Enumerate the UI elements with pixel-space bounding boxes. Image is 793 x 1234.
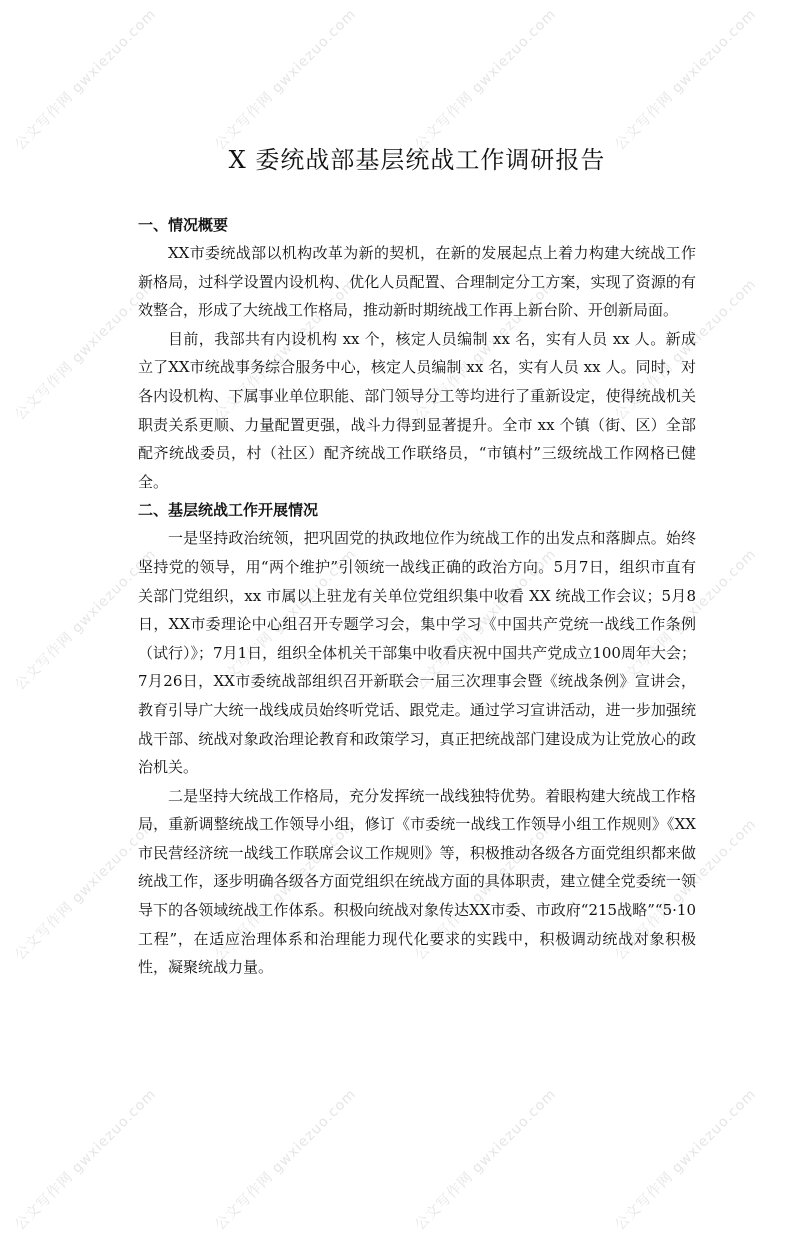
watermark-text: 公文写作网 gwxiezuo.com [612,276,760,424]
watermark-text: 公文写作网 gwxiezuo.com [612,6,760,154]
watermark-text: 公文写作网 gwxiezuo.com [212,6,360,154]
watermark-text: 公文写作网 gwxiezuo.com [412,6,560,154]
paragraph: 目前，我部共有内设机构 xx 个，核定人员编制 xx 名，实有人员 xx 人。新成立了XX市统战事务综合服务中心，核定人员编制 xx 名，实有人员 xx 人。同时，对各内设机构、下属事业单位职能、部门领导分工等均进行了重新设定，使得统战机关职责关系更顺、力量配置更强，战斗力得到显著提升。全市 xx 个镇（街、区）全部配齐统战委员，村（社区）配齐统战工作联络员，“市镇村”三级统战工作网格已健全。 [138,329,696,491]
watermark-text: 公文写作网 gwxiezuo.com [612,1086,760,1234]
watermark-text: 公文写作网 gwxiezuo.com [212,1086,360,1234]
watermark-text: 公文写作网 gwxiezuo.com [12,816,160,964]
section-1 [138,211,696,496]
watermark-text: 公文写作网 gwxiezuo.com [212,276,360,424]
watermark-text: 公文写作网 gwxiezuo.com [212,546,360,694]
paragraph: 一是坚持政治统领，把巩固党的执政地位作为统战工作的出发点和落脚点。始终坚持党的领导，用“两个维护”引领统一战线正确的政治方向。5月7日，组织市直有关部门党组织，xx 市属以上驻龙有关单位党组织集中收看 XX 统战工作会议；5月8日，XX市委理论中心组召开专题学习会，集中学习《中国共产党统一战线工作条例（试行）》；7月1日，组织全体机关干部集中收看庆祝中国共产党成立100周年大会；7月26日，XX市委统战部组织召开新联会一届三次理事会暨《统战条例》宣讲会，教育引导广大统一战线成员始终听党话、跟党走。通过学习宣讲活动，进一步加强统战干部、统战对象政治理论教育和政策学习，真正把统战部门建设成为让党放心的政治机关。 [138,529,696,777]
document-title: X 委统战部基层统战工作调研报告 [228,146,606,174]
watermark-text: 公文写作网 gwxiezuo.com [412,816,560,964]
paragraph: 二是坚持大统战工作格局，充分发挥统一战线独特优势。着眼构建大统战工作格局，重新调整统战工作领导小组，修订《市委统一战线工作领导小组工作规则》《XX市民营经济统一战线工作联席会议工作规则》等，积极推动各级各方面党组织都来做统战工作，逐步明确各级各方面党组织在统战方面的具体职责，建立健全党委统一领导下的各领域统战工作体系。积极向统战对象传达XX市委、市政府“215战略”“5·10工程”，在适应治理体系和治理能力现代化要求的实践中，积极调动统战对象积极性，凝聚统战力量。 [138,786,696,977]
watermark-text: 公文写作网 gwxiezuo.com [12,6,160,154]
watermark-text: 公文写作网 gwxiezuo.com [12,276,160,424]
document-page [138,140,696,982]
watermark-text: 公文写作网 gwxiezuo.com [12,546,160,694]
section-heading: 二、基层统战工作开展情况 [138,501,319,520]
paragraph: XX市委统战部以机构改革为新的契机，在新的发展起点上着力构建大统战工作新格局，过科学设置内设机构、优化人员配置、合理制定分工方案，实现了资源的有效整合，形成了大统战工作格局，推动新时期统战工作再上新台阶、开创新局面。 [138,244,696,320]
watermark-text: 公文写作网 gwxiezuo.com [412,1086,560,1234]
watermark-text: 公文写作网 gwxiezuo.com [612,546,760,694]
section-2 [138,496,696,982]
watermark-text: 公文写作网 gwxiezuo.com [412,276,560,424]
watermark-text: 公文写作网 gwxiezuo.com [412,546,560,694]
watermark-text: 公文写作网 gwxiezuo.com [212,816,360,964]
section-heading: 一、情况概要 [138,216,229,234]
watermark-text: 公文写作网 gwxiezuo.com [612,816,760,964]
watermark-text: 公文写作网 gwxiezuo.com [12,1086,160,1234]
